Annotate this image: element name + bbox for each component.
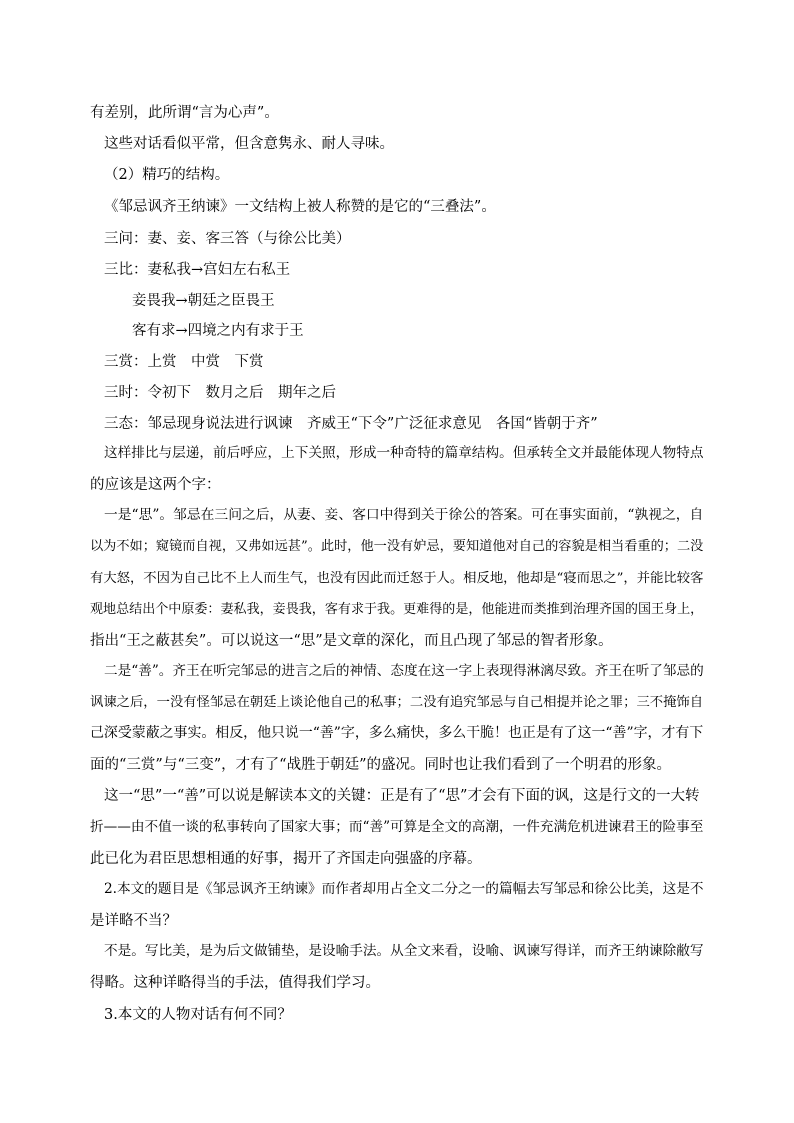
text-line: 三态：邹忌现身说法进行讽谏 齐威王“下令”广泛征求意见 各国“皆朝于齐” [104,416,598,432]
text-line: 此已化为君臣思想相通的好事，揭开了齐国走向强盛的序幕。 [90,851,482,867]
text-line: 指出“王之蔽甚矣”。可以说这一“思”是文章的深化，而且凸现了邹忌的智者形象。 [90,633,613,649]
text-line: 折——由不值一谈的私事转向了国家大事；而“善”可算是全文的高潮，一件充满危机进谏君王的险事至 [90,819,704,835]
text-line: 讽谏之后，一没有怪邹忌在朝廷上谈论他自己的私事；二没有追究邹忌与自己相提并论之罪；三不掩饰自 [90,695,704,710]
text-line: 3.本文的人物对话有何不同？ [104,1007,292,1023]
text-line: 2.本文的题目是《邹忌讽齐王纳谏》而作者却用占全文二分之一的篇幅去写邹忌和徐公比美，这是不 [104,881,704,897]
text-line: （2）精巧的结构。 [104,167,230,183]
text-line: 得略。这种详略得当的手法，值得我们学习。 [90,975,380,991]
text-line: 面的“三赏”与“三变”，才有了“战胜于朝廷”的盛况。同时也让我们看到了一个明君的形象。 [90,757,671,773]
text-line: 这样排比与层递，前后呼应，上下关照，形成一种奇特的篇章结构。但承转全文并最能体现人物特点 [104,445,704,461]
text-line: 三比：妻私我→宫妇左右私王 [104,262,291,278]
text-line: 《邹忌讽齐王纳谏》一文结构上被人称赞的是它的“三叠法”。 [104,199,496,215]
text-line: 三赏：上赏 中赏 下赏 [104,354,264,370]
text-line: 的应该是这两个字： [90,477,221,493]
text-line: 观地总结出个中原委：妻私我，妾畏我，客有求于我。更难得的是，他能进而类推到治理齐国的国王身上， [90,602,704,617]
text-line: 有差别，此所谓“言为心声”。 [90,105,279,121]
text-line: 三问：妻、妾、客三答（与徐公比美） [104,231,351,247]
text-line: 这些对话看似平常，但含意隽永、耐人寻味。 [104,136,394,152]
text-line: 妾畏我→朝廷之臣畏王 [132,293,275,309]
text-line: 二是“善”。齐王在听完邹忌的进言之后的神情、态度在这一字上表现得淋漓尽致。齐王在听了邹忌的 [104,663,704,679]
text-line: 有大怒，不因为自己比不上人而生气，也没有因此而迁怒于人。相反地，他却是“寝而思之”，并能比较客 [90,571,704,586]
text-line: 三时：令初下 数月之后 期年之后 [104,385,336,401]
text-line: 不是。写比美，是为后文做铺垫，是设喻手法。从全文来看，设喻、讽谏写得详，而齐王纳谏除敝写 [104,943,704,959]
text-line: 一是“思”。邹忌在三问之后，从妻、妾、客口中得到关于徐公的答案。可在事实面前，“孰视之，自 [104,507,704,523]
text-line: 己深受蒙蔽之事实。相反，他只说一“善”字，多么痛快，多么干脆！也正是有了这一“善”字，才有下 [90,725,704,741]
text-line: 这一“思”一“善”可以说是解读本文的关键：正是有了“思”才会有下面的讽，这是行文的一大转 [104,788,700,804]
text-line: 以为不如；窥镜而自视，又弗如远甚”。此时，他一没有妒忌，要知道他对自己的容貌是相当看重的；二没 [90,539,704,554]
text-line: 客有求→四境之内有求于王 [132,323,304,339]
text-line: 是详略不当？ [90,913,177,929]
